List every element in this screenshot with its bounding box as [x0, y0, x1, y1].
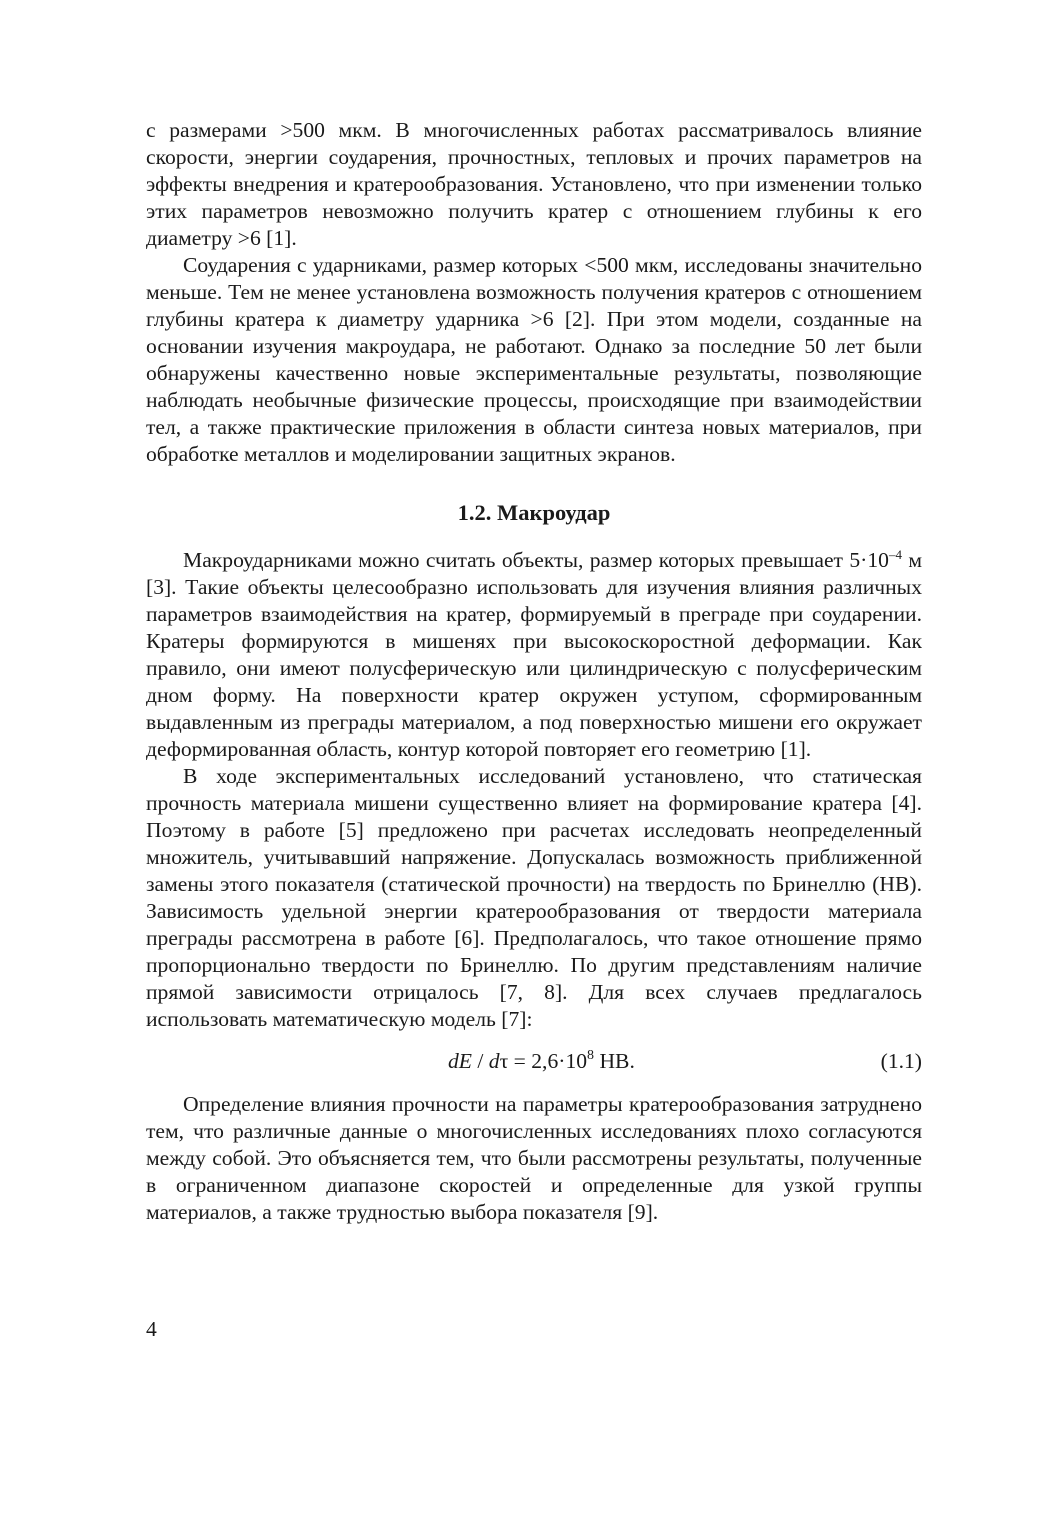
paragraph-3-start: Макроударниками можно считать объекты, размер которых превышает 5·10 — [183, 548, 889, 572]
paragraph-3 — [146, 547, 922, 763]
eq-exponent: 8 — [587, 1048, 595, 1063]
page-body — [146, 117, 922, 1226]
page-number: 4 — [146, 1317, 157, 1341]
eq-E: E — [458, 1049, 472, 1073]
paragraph-2: Соударения с ударниками, размер которых <500 мкм, исследованы значительно меньше. Тем не менее установлена возможность получения кратеров с отношением глубины кратера к диаметру ударника >6 [2]. При этом модели, созданные на основании изучения макроудара, не работают. Однако за последние 50 лет были обнаружены качественно новые экспериментальные результаты, позволяющие наблюдать необычные физические процессы, происходящие при взаимодействии тел, а также практические приложения в области синтеза новых материалов, при обработке металлов и моделировании защитных экранов. — [146, 253, 922, 466]
eq-tau: τ — [499, 1049, 509, 1073]
eq-rhs: = 2,6·10 — [508, 1049, 588, 1073]
equation-formula — [448, 1047, 635, 1075]
equation-number: (1.1) — [880, 1049, 922, 1073]
eq-tail: HB. — [594, 1049, 635, 1073]
paragraph-1: с размерами >500 мкм. В многочисленных работах рассматривалось влияние скорости, энергии соударения, прочностных, тепловых и прочих параметров на эффекты внедрения и кратерообразования. Установлено, что при изменении только этих параметров невозможно получить кратер с отношением глубины к его диаметру >6 [1]. — [146, 118, 922, 250]
equation-row — [146, 1043, 922, 1083]
section-heading: 1.2. Макроудар — [457, 500, 611, 525]
paragraph-5: Определение влияния прочности на параметры кратерообразования затруднено тем, что различные данные о многочисленных исследованиях плохо согласуются между собой. Это объясняется тем, что были рассмотрены результаты, полученные в ограниченном диапазоне скоростей и определенные для узкой группы материалов, а также трудностью выбора показателя [9]. — [146, 1092, 922, 1224]
eq-slash: / — [472, 1049, 489, 1073]
paragraph-4: В ходе экспериментальных исследований установлено, что статическая прочность материала мишени существенно влияет на формирование кратера [4]. Поэтому в работе [5] предложено при расчетах исследовать неопределенный множитель, учитывавший напряжение. Допускалась возможность приближенной замены этого показателя (статической прочности) на твердость по Бринеллю (НВ). Зависимость удельной энергии кратерообразования от твердости материала преграды рассмотрена в работе [6]. Предполагалось, что такое отношение прямо пропорционально твердости по Бринеллю. По другим представлениям наличие прямой зависимости отрицалось [7, 8]. Для всех случаев предлагалось использовать математическую модель [7]: — [146, 764, 922, 1031]
eq-d2: d — [488, 1049, 500, 1073]
paragraph-3-rest: м [3]. Такие объекты целесообразно использовать для изучения влияния различных параметров взаимодействия на кратер, формируемый в преграде при соударении. Кратеры формируются в мишенях при высокоскоростной деформации. Как правило, они имеют полусферическую или цилиндрическую с полусферическим дном форму. На поверхности кратер окружен уступом, сформированным выдавленным из преграды материалом, а под поверхностью мишени его окружает деформированная область, контур которой повторяет его геометрию [1]. — [146, 548, 922, 761]
paragraph-3-exponent: –4 — [888, 547, 902, 562]
eq-d1: d — [448, 1049, 459, 1073]
